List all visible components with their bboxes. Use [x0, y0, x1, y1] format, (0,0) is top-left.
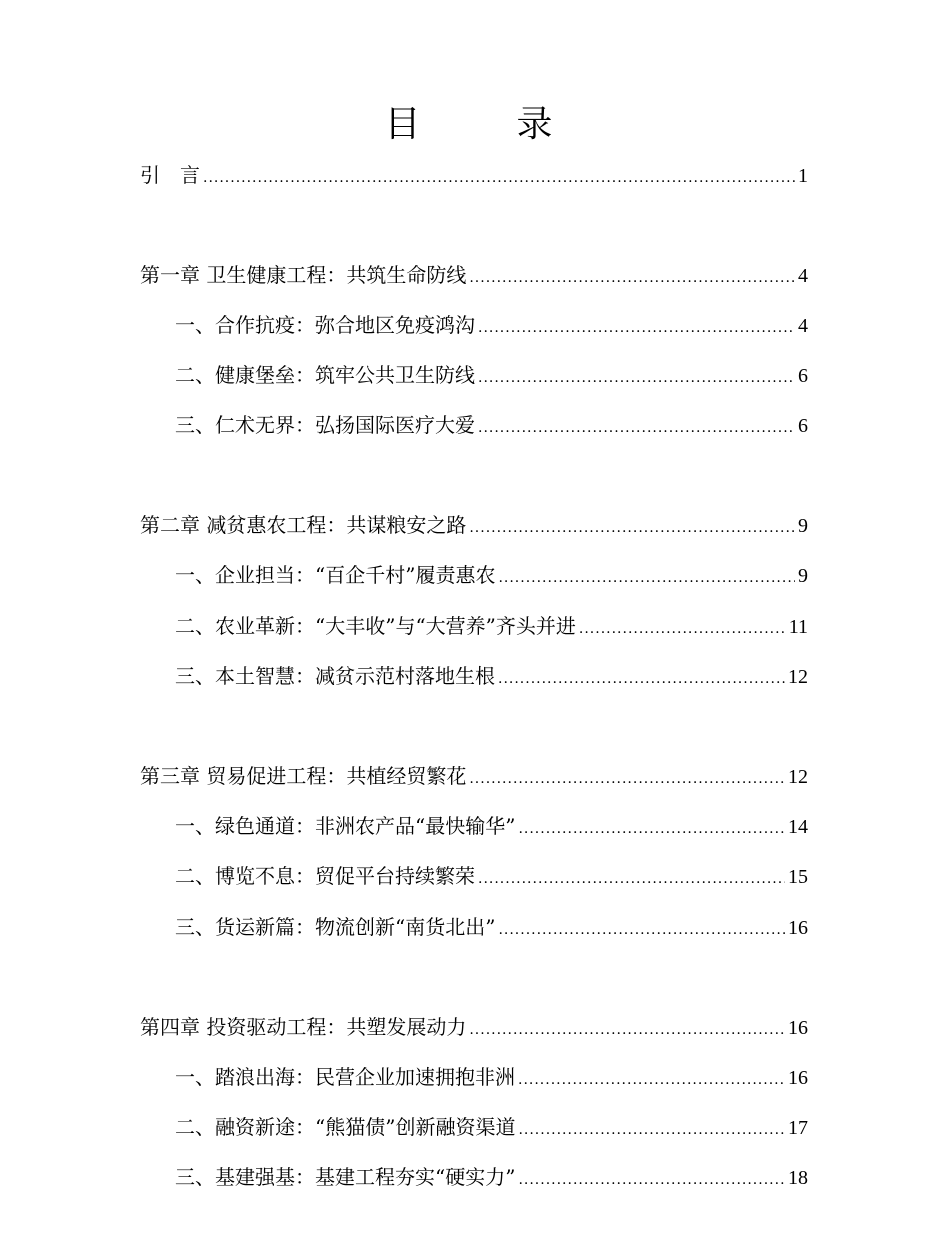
toc-entry-chapter-3[interactable]	[140, 761, 808, 791]
toc-leader-dots	[498, 915, 785, 945]
toc-leader-dots	[478, 413, 795, 443]
toc-leader-dots	[498, 563, 795, 593]
toc-entry-label: 引 言	[140, 163, 200, 187]
toc-page-number: 16	[788, 1017, 808, 1039]
toc-page-number: 12	[788, 766, 808, 788]
toc-entry-label: 第二章 减贫惠农工程：共谋粮安之路	[140, 513, 467, 537]
toc-page-number: 4	[798, 315, 808, 337]
toc-entry-section[interactable]	[175, 560, 808, 590]
toc-entry-label: 一、企业担当：“百企千村”履责惠农	[175, 563, 496, 587]
toc-page-number: 9	[798, 565, 808, 587]
toc-leader-dots	[579, 614, 786, 644]
toc-entry-section[interactable]	[175, 360, 808, 390]
toc-entry-section[interactable]	[175, 861, 808, 891]
toc-page-number: 16	[788, 1067, 808, 1089]
toc-entry-label: 二、健康堡垒：筑牢公共卫生防线	[175, 363, 475, 387]
toc-entry-section[interactable]	[175, 1112, 808, 1142]
toc-entry-label: 三、基建强基：基建工程夯实“硬实力”	[175, 1165, 516, 1189]
toc-leader-dots	[518, 1165, 785, 1195]
toc-page-number: 15	[788, 866, 808, 888]
toc-entry-label: 二、农业革新：“大丰收”与“大营养”齐头并进	[175, 614, 576, 638]
toc-entry-label: 一、合作抗疫：弥合地区免疫鸿沟	[175, 313, 475, 337]
toc-entry-label: 第一章 卫生健康工程：共筑生命防线	[140, 263, 467, 287]
toc-entry-section[interactable]	[175, 912, 808, 942]
toc-entry-section[interactable]	[175, 661, 808, 691]
toc-page-number: 16	[788, 917, 808, 939]
toc-entry-label: 第四章 投资驱动工程：共塑发展动力	[140, 1015, 467, 1039]
toc-leader-dots	[469, 263, 795, 293]
toc-entry-label: 一、踏浪出海：民营企业加速拥抱非洲	[175, 1065, 515, 1089]
toc-entry-section[interactable]	[175, 811, 808, 841]
toc-entry-chapter-2[interactable]	[140, 510, 808, 540]
toc-page-number: 6	[798, 415, 808, 437]
toc-leader-dots	[498, 664, 785, 694]
toc-page-number: 12	[788, 666, 808, 688]
toc-page-number: 9	[798, 515, 808, 537]
toc-page-number: 11	[788, 616, 808, 638]
toc-page-number: 6	[798, 365, 808, 387]
toc-leader-dots	[469, 1015, 785, 1045]
toc-page-number: 4	[798, 265, 808, 287]
toc-entry-label: 一、绿色通道：非洲农产品“最快输华”	[175, 814, 516, 838]
toc-leader-dots	[478, 313, 795, 343]
toc-page-number: 18	[788, 1167, 808, 1189]
toc-page-number: 1	[798, 165, 808, 187]
toc-entry-label: 二、融资新途：“熊猫债”创新融资渠道	[175, 1115, 516, 1139]
toc-entry-label: 第三章 贸易促进工程：共植经贸繁花	[140, 764, 467, 788]
toc-leader-dots	[478, 864, 785, 894]
toc-entry-label: 三、本土智慧：减贫示范村落地生根	[175, 664, 495, 688]
toc-entry-section[interactable]	[175, 310, 808, 340]
toc-leader-dots	[518, 1115, 785, 1145]
toc-page-number: 14	[788, 816, 808, 838]
toc-leader-dots	[478, 363, 795, 393]
toc-entry-section[interactable]	[175, 1162, 808, 1192]
toc-entry-section[interactable]	[175, 1062, 808, 1092]
toc-entry-label: 三、仁术无界：弘扬国际医疗大爱	[175, 413, 475, 437]
toc-title: 目 录	[384, 104, 583, 145]
toc-entry-label: 三、货运新篇：物流创新“南货北出”	[175, 915, 496, 939]
toc-entry-chapter-1[interactable]	[140, 260, 808, 290]
toc-leader-dots	[518, 1065, 785, 1095]
toc-leader-dots	[518, 814, 785, 844]
toc-leader-dots	[203, 163, 795, 193]
toc-leader-dots	[469, 513, 795, 543]
toc-entry-label: 二、博览不息：贸促平台持续繁荣	[175, 864, 475, 888]
toc-entry-section[interactable]	[175, 410, 808, 440]
toc-page-number: 17	[788, 1117, 808, 1139]
toc-entry-chapter-4[interactable]	[140, 1012, 808, 1042]
toc-entry-section[interactable]	[175, 611, 808, 641]
toc-leader-dots	[469, 764, 785, 794]
toc-entry-preface[interactable]	[140, 160, 808, 190]
